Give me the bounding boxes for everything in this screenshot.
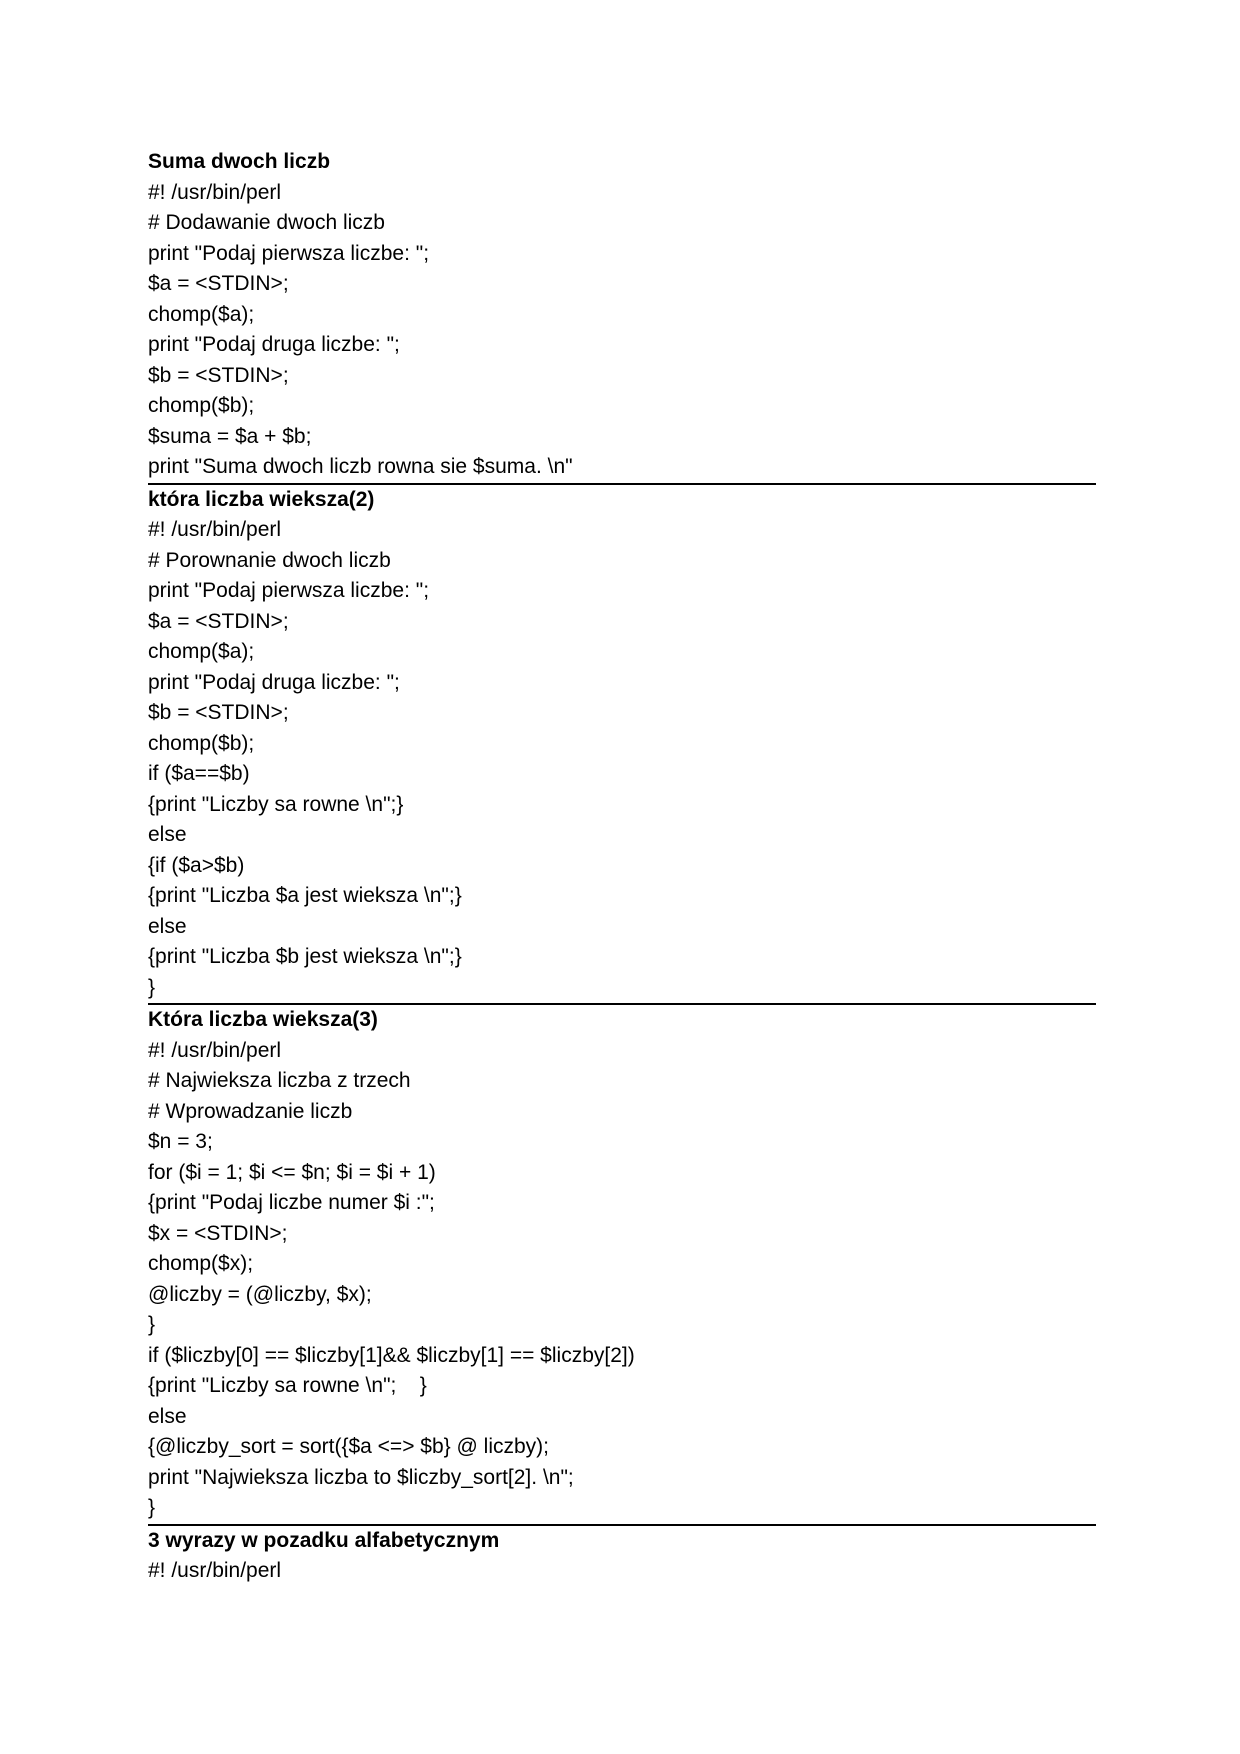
code-line: print "Podaj druga liczbe: "; [148, 670, 400, 694]
code-line: {print "Podaj liczbe numer $i :"; [148, 1191, 435, 1214]
code-line: else [148, 1404, 187, 1428]
code-section [148, 1005, 1096, 1526]
code-line: #! /usr/bin/perl [148, 180, 282, 204]
code-line: } [148, 1313, 156, 1336]
code-line: @liczby = (@liczby, $x); [148, 1282, 372, 1306]
section-title: Suma dwoch liczb [148, 150, 331, 173]
code-line: chomp($b); [148, 394, 255, 417]
code-line: {print "Liczba $b jest wieksza \n";} [148, 945, 462, 968]
code-line: {@liczby_sort = sort({$a <=> $b} @ liczby); [148, 1435, 549, 1458]
code-line: $b = <STDIN>; [148, 701, 289, 724]
code-line: #! /usr/bin/perl [148, 1559, 282, 1582]
code-line: $x = <STDIN>; [148, 1221, 288, 1245]
code-line: {print "Liczby sa rowne \n";} [148, 792, 404, 816]
document-page [148, 147, 1096, 1587]
code-line: for ($i = 1; $i <= $n; $i = $i + 1) [148, 1160, 436, 1184]
code-line: # Dodawanie dwoch liczb [148, 211, 385, 234]
code-line: } [148, 1496, 156, 1519]
code-line: # Najwieksza liczba z trzech [148, 1069, 411, 1092]
code-line: $suma = $a + $b; [148, 424, 312, 448]
code-line: else [148, 914, 187, 938]
code-line: print "Podaj pierwsza liczbe: "; [148, 241, 430, 265]
code-line: #! /usr/bin/perl [148, 518, 282, 541]
code-section [148, 1526, 1096, 1587]
code-line: $a = <STDIN>; [148, 609, 289, 633]
code-line: # Wprowadzanie liczb [148, 1099, 353, 1123]
code-line: if ($liczby[0] == $liczby[1]&& $liczby[1] == $liczby[2]) [148, 1343, 635, 1367]
code-line: chomp($a); [148, 640, 255, 663]
code-line: else [148, 823, 187, 846]
code-line: print "Podaj pierwsza liczbe: "; [148, 579, 430, 602]
code-line: print "Suma dwoch liczb rowna sie $suma. \n" [148, 455, 573, 478]
code-line: print "Najwieksza liczba to $liczby_sort[2]. \n"; [148, 1465, 574, 1489]
code-line: chomp($a); [148, 302, 255, 326]
code-line: chomp($b); [148, 731, 255, 755]
section-title: która liczba wieksza(2) [148, 487, 375, 511]
section-title: Która liczba wieksza(3) [148, 1008, 378, 1031]
code-line: $b = <STDIN>; [148, 363, 289, 387]
code-section [148, 147, 1096, 485]
code-line: } [148, 975, 156, 999]
code-line: #! /usr/bin/perl [148, 1038, 282, 1062]
code-line: # Porownanie dwoch liczb [148, 548, 391, 572]
code-line: {print "Liczba $a jest wieksza \n";} [148, 884, 462, 907]
code-line: {if ($a>$b) [148, 853, 245, 877]
code-line: {print "Liczby sa rowne \n"; } [148, 1374, 427, 1397]
code-section [148, 485, 1096, 1006]
section-title: 3 wyrazy w pozadku alfabetycznym [148, 1528, 500, 1552]
code-line: if ($a==$b) [148, 762, 250, 785]
code-line: $a = <STDIN>; [148, 272, 289, 295]
code-line: print "Podaj druga liczbe: "; [148, 333, 400, 356]
code-line: chomp($x); [148, 1252, 254, 1275]
code-line: $n = 3; [148, 1130, 213, 1153]
